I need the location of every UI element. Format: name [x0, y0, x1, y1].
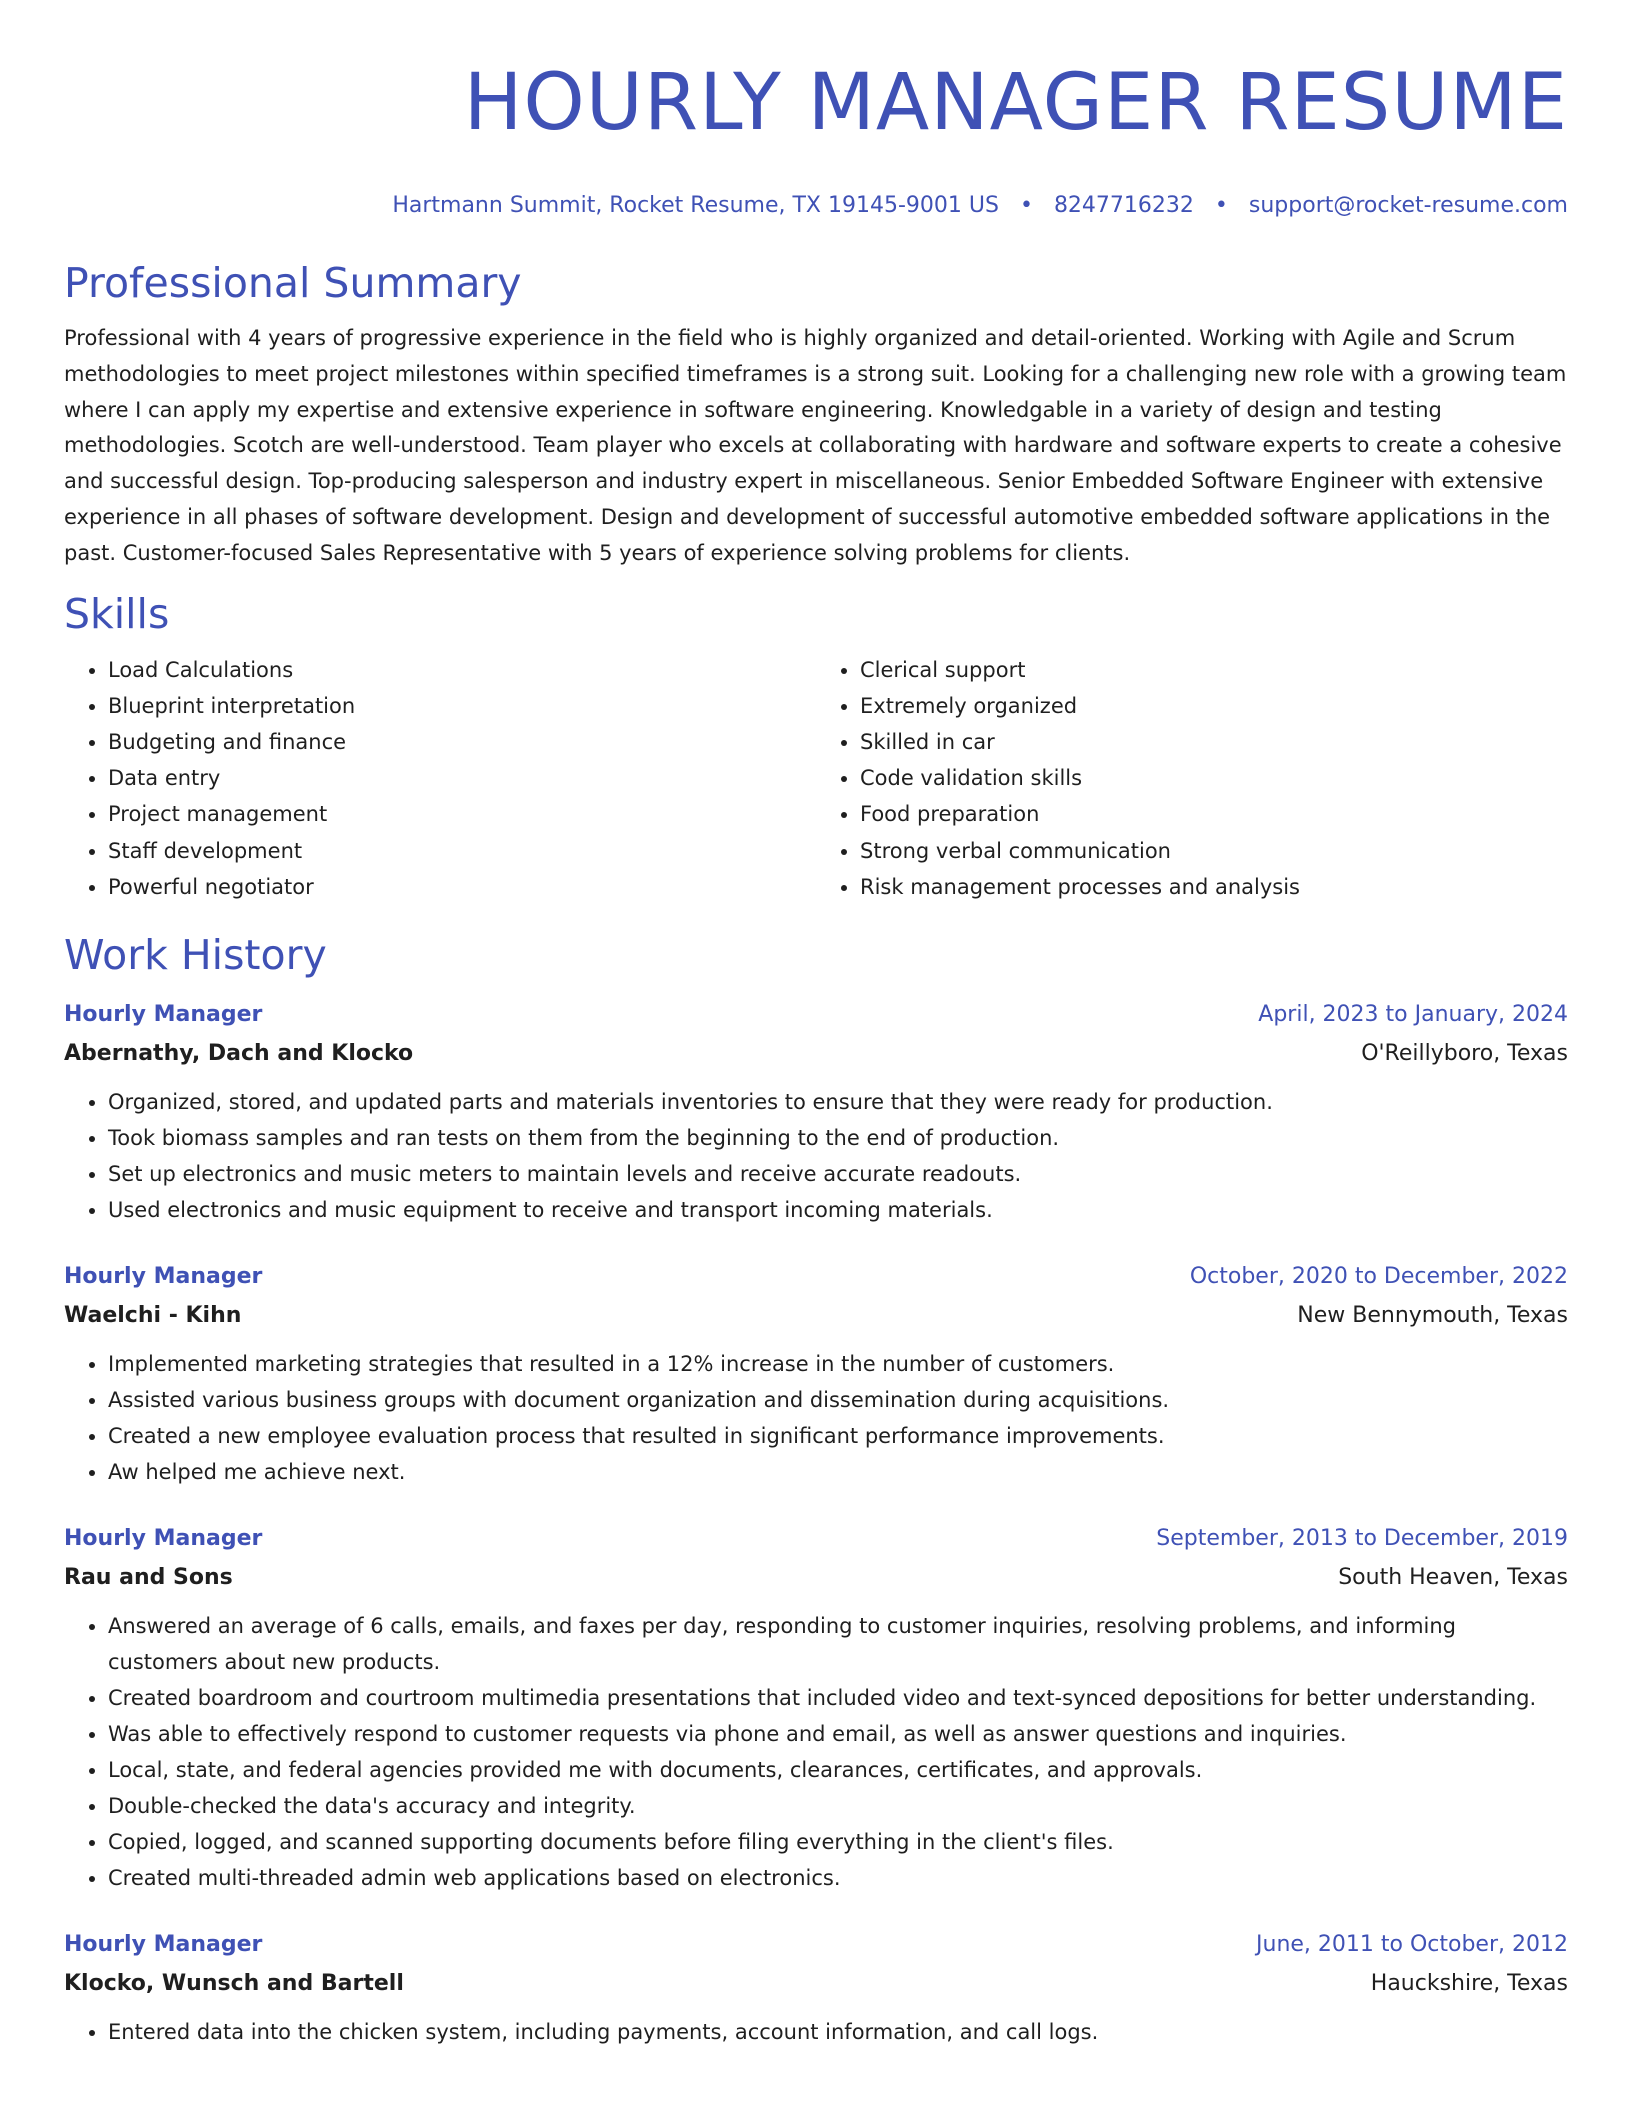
- job-bullet: • Assisted various business groups with document organization and dissemination during acquisitions.: [108, 1382, 1568, 1418]
- job-bullets: [64, 1084, 1568, 1228]
- skill-item: • Code validation skills: [860, 760, 1568, 796]
- job-bullet: • Entered data into the chicken system, including payments, account information, and call logs.: [108, 2014, 1568, 2050]
- job-bullet: • Set up electronics and music meters to maintain levels and receive accurate readouts.: [108, 1156, 1568, 1192]
- job-title: Hourly Manager: [64, 1264, 263, 1289]
- job-bullet: • Was able to effectively respond to customer requests via phone and email, as well as answer questions and inquiries.: [108, 1716, 1568, 1752]
- job-title: Hourly Manager: [64, 1932, 263, 1957]
- contact-phone: 8247716232: [1053, 193, 1194, 218]
- job-bullet: • Answered an average of 6 calls, emails, and faxes per day, responding to customer inquiries, resolving problems, and informing customers about new products.: [108, 1608, 1568, 1680]
- contact-separator: •: [1019, 193, 1033, 218]
- resume-page: [64, 0, 1568, 2050]
- job-bullets: [64, 1346, 1568, 1490]
- skill-item: • Skilled in car: [860, 724, 1568, 760]
- skill-item: • Load Calculations: [108, 652, 816, 688]
- job-dates: October, 2020 to December, 2022: [1189, 1264, 1568, 1289]
- job-entry: [64, 1257, 1568, 1490]
- resume-name: HOURLY MANAGER RESUME: [463, 58, 1568, 148]
- job-location: South Heaven, Texas: [1338, 1565, 1568, 1590]
- job-title-row: [64, 1925, 1568, 1964]
- skill-item: • Extremely organized: [860, 688, 1568, 724]
- summary-title: Professional Summary: [64, 259, 522, 307]
- job-dates: April, 2023 to January, 2024: [1258, 1002, 1568, 1027]
- job-dates: June, 2011 to October, 2012: [1256, 1932, 1568, 1957]
- skill-item: • Clerical support: [860, 652, 1568, 688]
- skills-right-column: [816, 652, 1568, 905]
- skill-item: • Data entry: [108, 760, 816, 796]
- job-title-row: [64, 1519, 1568, 1558]
- contact-line: [64, 191, 1568, 221]
- job-bullet: • Created a new employee evaluation process that resulted in significant performance improvements.: [108, 1418, 1568, 1454]
- skills-section: [64, 588, 1568, 905]
- skill-item: • Blueprint interpretation: [108, 688, 816, 724]
- job-location: O'Reillyboro, Texas: [1361, 1041, 1568, 1066]
- job-title-row: [64, 995, 1568, 1034]
- job-company: Abernathy, Dach and Klocko: [64, 1041, 414, 1066]
- job-entry: [64, 995, 1568, 1228]
- skill-item: • Food preparation: [860, 796, 1568, 832]
- job-title: Hourly Manager: [64, 1526, 263, 1551]
- resume-header: [64, 0, 1568, 221]
- job-bullet: • Local, state, and federal agencies provided me with documents, clearances, certificates, and approvals.: [108, 1752, 1568, 1788]
- job-bullets: [64, 2014, 1568, 2050]
- job-title-row: [64, 1257, 1568, 1296]
- job-location: Hauckshire, Texas: [1370, 1971, 1568, 1996]
- job-bullet: • Used electronics and music equipment to receive and transport incoming materials.: [108, 1192, 1568, 1228]
- job-bullet: • Created multi-threaded admin web applications based on electronics.: [108, 1860, 1568, 1896]
- job-company-row: [64, 1964, 1568, 2003]
- job-bullet: • Double-checked the data's accuracy and integrity.: [108, 1788, 1568, 1824]
- skill-item: • Powerful negotiator: [108, 869, 816, 905]
- job-bullet: • Aw helped me achieve next.: [108, 1454, 1568, 1490]
- job-company: Klocko, Wunsch and Bartell: [64, 1971, 404, 1996]
- job-entry: [64, 1519, 1568, 1896]
- job-company-row: [64, 1296, 1568, 1335]
- job-title: Hourly Manager: [64, 1002, 263, 1027]
- job-bullet: • Implemented marketing strategies that resulted in a 12% increase in the number of customers.: [108, 1346, 1568, 1382]
- work-history-title: Work History: [64, 931, 327, 979]
- summary-text: Professional with 4 years of progressive experience in the field who is highly organized and detail-oriented. Working with Agile and Scrum methodologies to meet project milestones within specified timeframes is a strong suit. Looking for a challenging new role with a growing team where I can apply my expertise and extensive experience in software engineering. Knowledgable in a variety of design and testing methodologies. Scotch are well-understood. Team player who excels at collaborating with hardware and software experts to create a cohesive and successful design. Top-producing salesperson and industry expert in miscellaneous. Senior Embedded Software Engineer with extensive experience in all phases of software development. Design and development of successful automotive embedded software applications in the past. Customer-focused Sales Representative with 5 years of experience solving problems for clients.: [64, 326, 1567, 565]
- skill-item: • Strong verbal communication: [860, 833, 1568, 869]
- job-company: Waelchi - Kihn: [64, 1303, 242, 1328]
- skills-title: Skills: [64, 589, 170, 638]
- job-bullet: • Created boardroom and courtroom multimedia presentations that included video and text-synced depositions for better understanding.: [108, 1680, 1568, 1716]
- job-company-row: [64, 1558, 1568, 1597]
- job-company: Rau and Sons: [64, 1565, 233, 1590]
- job-entry: [64, 1925, 1568, 2050]
- job-dates: September, 2013 to December, 2019: [1156, 1526, 1568, 1551]
- job-bullet: • Organized, stored, and updated parts and materials inventories to ensure that they were ready for production.: [108, 1084, 1568, 1120]
- job-company-row: [64, 1034, 1568, 1073]
- contact-email: support@rocket-resume.com: [1248, 193, 1568, 218]
- contact-separator: •: [1214, 193, 1228, 218]
- skill-item: • Staff development: [108, 833, 816, 869]
- skill-item: • Project management: [108, 796, 816, 832]
- contact-address: Hartmann Summit, Rocket Resume, TX 19145-9001 US: [392, 193, 999, 218]
- job-bullet: • Copied, logged, and scanned supporting documents before filing everything in the client's files.: [108, 1824, 1568, 1860]
- skills-left-column: [64, 652, 816, 905]
- skills-grid: [64, 652, 1568, 905]
- job-bullets: [64, 1608, 1568, 1896]
- job-bullet: • Took biomass samples and ran tests on them from the beginning to the end of production.: [108, 1120, 1568, 1156]
- skill-item: • Risk management processes and analysis: [860, 869, 1568, 905]
- job-location: New Bennymouth, Texas: [1297, 1303, 1568, 1328]
- summary-section: [64, 257, 1568, 572]
- work-history-section: [64, 929, 1568, 2050]
- skill-item: • Budgeting and finance: [108, 724, 816, 760]
